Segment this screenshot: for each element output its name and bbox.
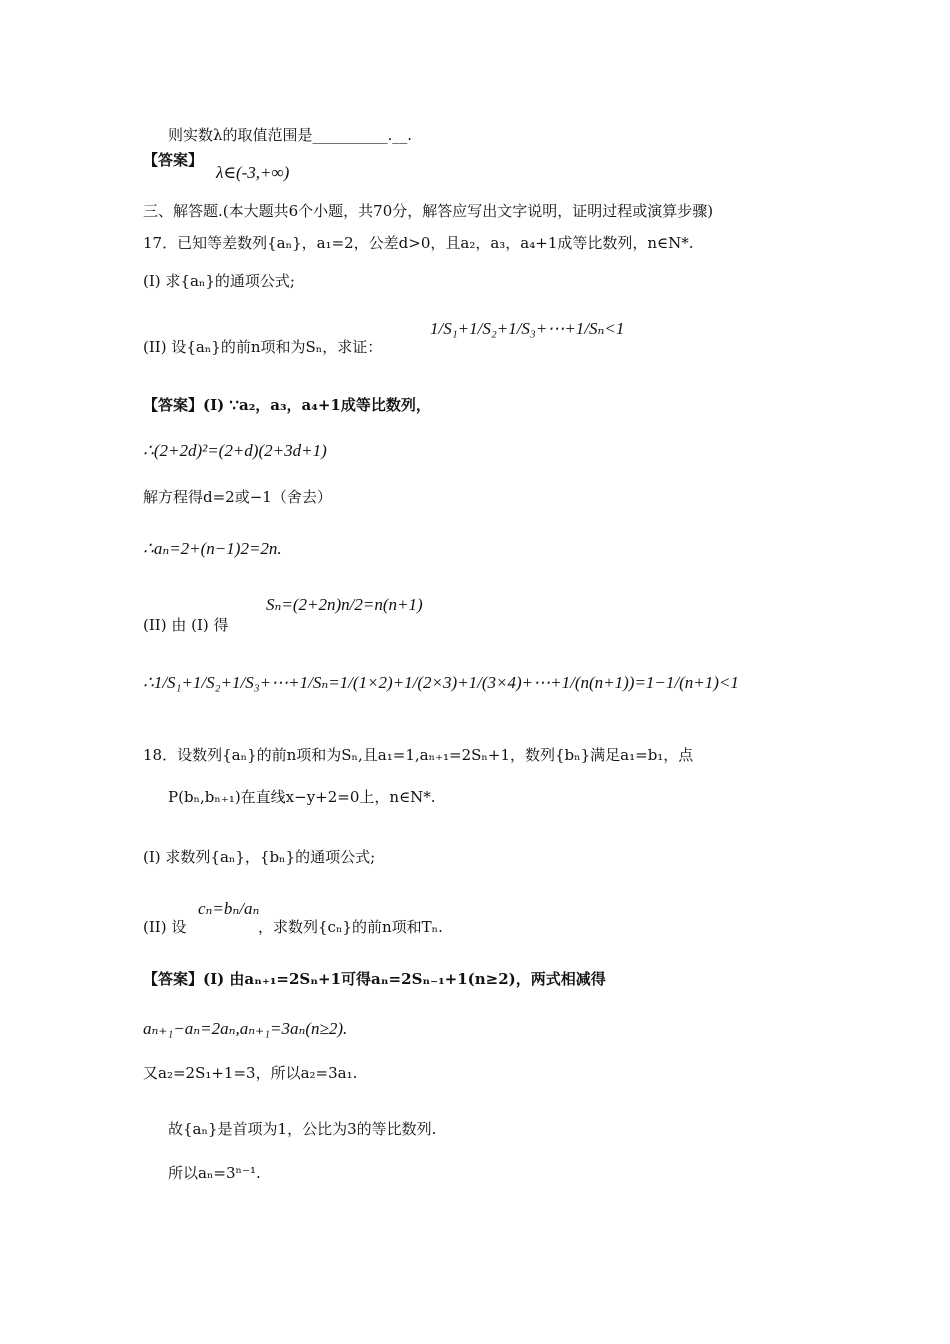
q17-inequality <box>430 318 624 340</box>
q17-statement <box>143 232 694 254</box>
section-heading-text: 三、解答题.(本大题共6个小题，共70分，解答应写出文字说明，证明过程或演算步骤) <box>143 202 714 220</box>
a18-step5 <box>168 1162 261 1184</box>
a17-step1 <box>143 394 431 416</box>
lambda-range-value: λ∈(-3,+∞) <box>216 163 290 182</box>
a17-step4 <box>143 538 282 560</box>
q18-part2-rest-text: ，求数列{cₙ}的前n项和Tₙ. <box>258 918 443 936</box>
q18-statement-cont <box>168 786 436 808</box>
q18-statement <box>143 744 693 766</box>
q18-part2-formula <box>198 898 259 920</box>
a18-step3-text: 又a₂=2S₁+1=3，所以a₂=3a₁. <box>143 1064 358 1082</box>
fill-blank-question <box>168 124 412 146</box>
q18-part1 <box>143 846 375 868</box>
q18-part2-label-text: (II) 设 <box>143 918 187 936</box>
q18-part1-text: (I) 求数列{aₙ}，{bₙ}的通项公式; <box>143 848 376 866</box>
q18-part2-formula-text: cₙ=bₙ/aₙ <box>198 899 260 918</box>
a17-step5-label <box>143 614 229 636</box>
q17-part2 <box>143 336 382 358</box>
a18-step2 <box>143 1018 347 1040</box>
a17-step4-text: ∴aₙ=2+(n−1)2=2n. <box>143 539 282 558</box>
section-heading <box>143 200 713 222</box>
a17-step2 <box>143 440 327 462</box>
lambda-range-prompt: 则实数λ的取值范围是__________.__. <box>168 126 413 144</box>
a18-step4-text: 故{aₙ}是首项为1，公比为3的等比数列. <box>168 1120 437 1138</box>
q17-part1-text: (I) 求{aₙ}的通项公式; <box>143 272 295 290</box>
q18-statement-text: 18．设数列{aₙ}的前n项和为Sₙ,且a₁=1,aₙ₊₁=2Sₙ+1，数列{bₙ}满足a₁=b₁，点 <box>143 746 694 764</box>
a17-step2-text: ∴(2+2d)²=(2+d)(2+3d+1) <box>143 441 327 460</box>
q17-statement-text: 17．已知等差数列{aₙ}，a₁=2，公差d>0，且a₂，a₃，a₄+1成等比数列，n∈N*. <box>143 234 694 252</box>
answer-bracket-label: 【答案】 <box>143 151 204 169</box>
a17-step1-text: 【答案】(Ⅰ) ∵a₂，a₃，a₄+1成等比数列， <box>143 396 431 414</box>
a17-step3-text: 解方程得d=2或−1（舍去） <box>143 488 332 506</box>
q18-part2-label <box>143 916 186 938</box>
answer-label <box>143 149 203 171</box>
q18-statement-cont-text: P(bₙ,bₙ₊₁)在直线x−y+2=0上，n∈N*. <box>168 788 436 806</box>
lambda-range-answer <box>216 162 289 184</box>
q17-inequality-text: 1/S₁+1/S₂+1/S₃+⋯+1/Sₙ<1 <box>430 319 625 338</box>
q18-part2-rest <box>258 916 443 938</box>
a17-step5-formula-text: Sₙ=(2+2n)n/2=n(n+1) <box>266 595 423 614</box>
a17-step5-formula <box>266 594 423 616</box>
a17-step6-text: ∴1/S₁+1/S₂+1/S₃+⋯+1/Sₙ=1/(1×2)+1/(2×3)+1/(3×4)+⋯+1/(n(n+1))=1−1/(n+1)<1 <box>143 673 739 692</box>
a18-step5-text: 所以aₙ=3ⁿ⁻¹. <box>168 1164 261 1182</box>
a17-step6 <box>143 672 739 694</box>
q17-part1 <box>143 270 295 292</box>
a18-step1-text: 【答案】(Ⅰ) 由aₙ₊₁=2Sₙ+1可得aₙ=2Sₙ₋₁+1(n≥2)，两式相减得 <box>143 970 606 988</box>
a17-step5-label-text: (II) 由 (Ⅰ) 得 <box>143 616 229 634</box>
a18-step3 <box>143 1062 357 1084</box>
q17-part2-text: (II) 设{aₙ}的前n项和为Sₙ，求证： <box>143 338 383 356</box>
a17-step3 <box>143 486 332 508</box>
a18-step2-text: aₙ₊₁−aₙ=2aₙ,aₙ₊₁=3aₙ(n≥2). <box>143 1019 348 1038</box>
a18-step1 <box>143 968 606 990</box>
a18-step4 <box>168 1118 436 1140</box>
